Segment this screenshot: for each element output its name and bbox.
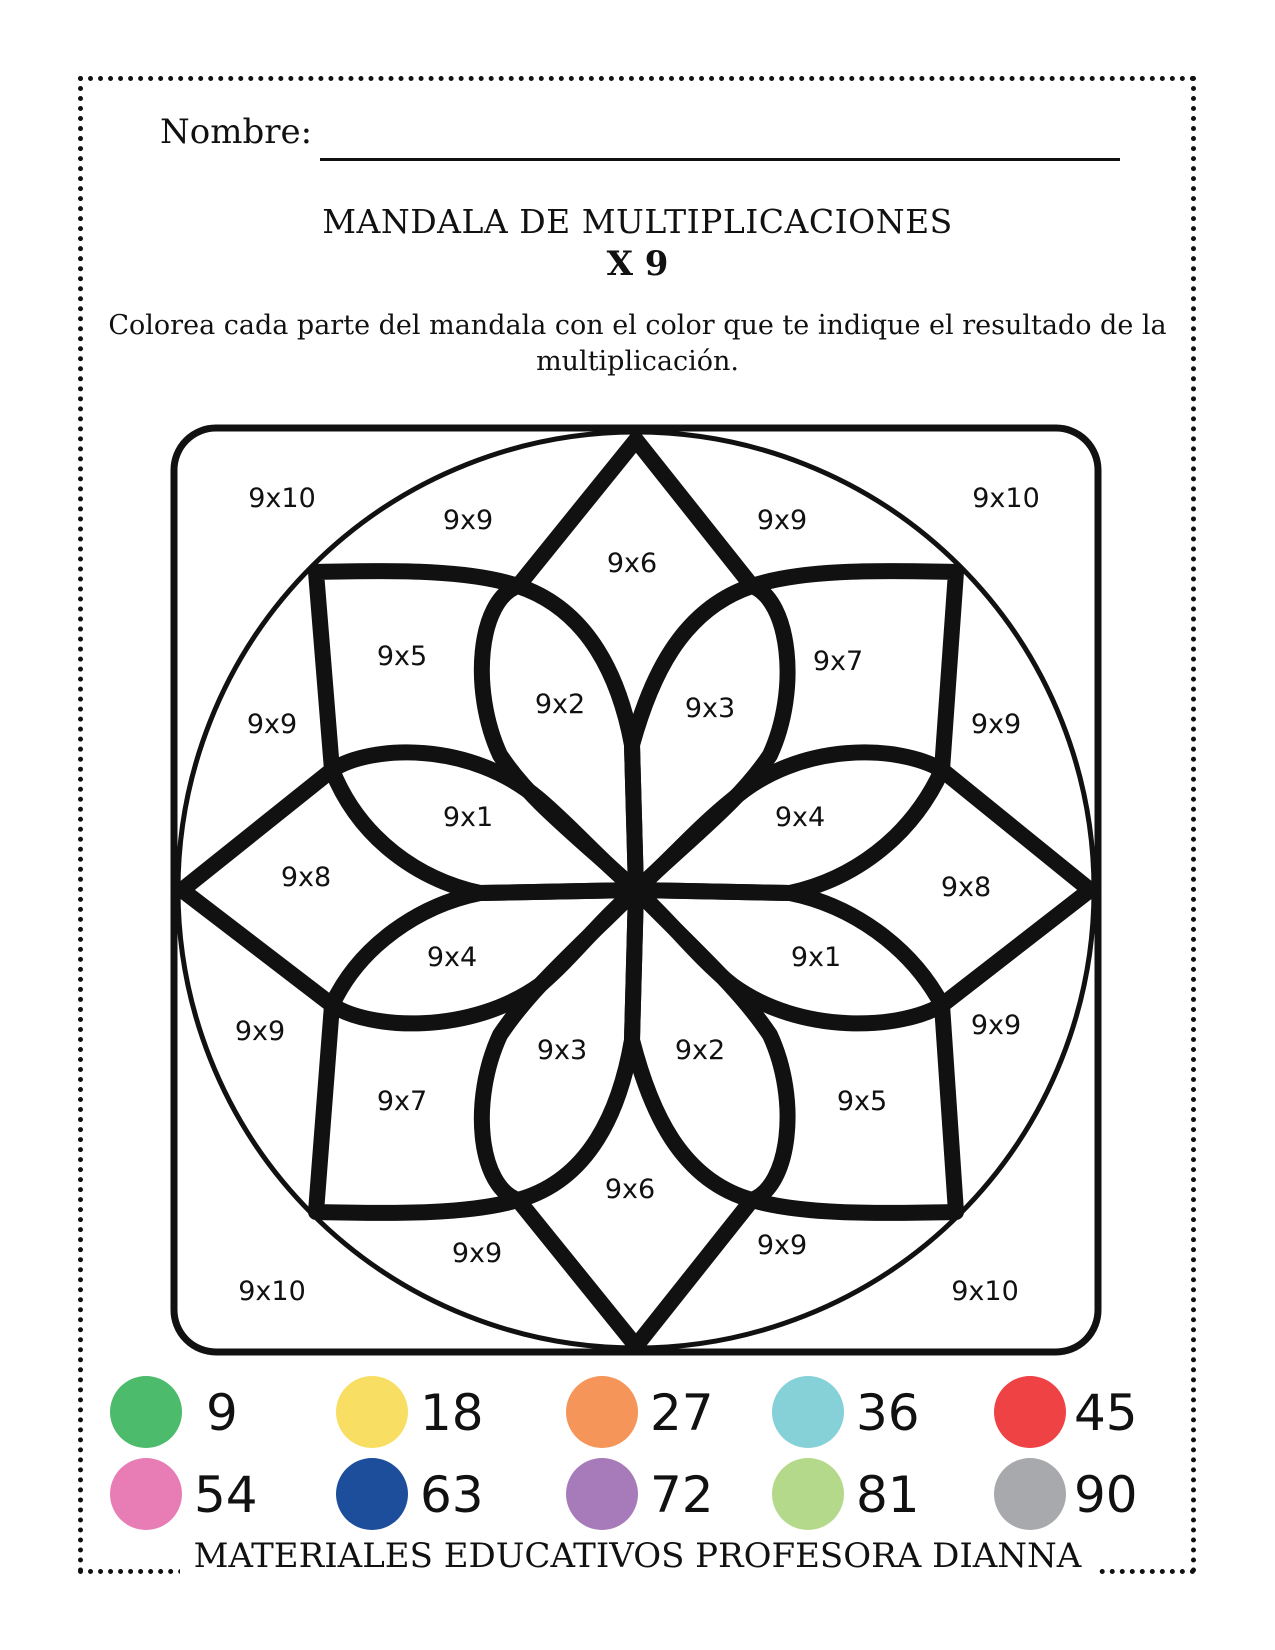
label-corner-top-left[interactable]: 9x10 — [248, 483, 316, 514]
label-inner-bottom-left[interactable]: 9x3 — [536, 1035, 588, 1066]
color-dot — [994, 1376, 1066, 1448]
color-dot — [336, 1458, 408, 1530]
color-dot — [110, 1376, 182, 1448]
inner-right-lower-outline — [636, 890, 942, 1023]
label-gap-bottom-left[interactable]: 9x9 — [451, 1238, 503, 1269]
color-dot — [566, 1376, 638, 1448]
label-gap-right-upper[interactable]: 9x9 — [970, 709, 1022, 740]
label-point-left[interactable]: 9x8 — [280, 862, 332, 893]
mandala-center — [624, 878, 648, 902]
label-gap-right-lower[interactable]: 9x9 — [970, 1010, 1022, 1041]
label-inner-left-upper[interactable]: 9x1 — [442, 802, 494, 833]
label-gap-bottom-right[interactable]: 9x9 — [756, 1230, 808, 1261]
color-key-value: 90 — [1074, 1466, 1138, 1524]
worksheet-title: MANDALA DE MULTIPLICACIONES — [322, 202, 953, 241]
label-corner-top-right[interactable]: 9x10 — [972, 483, 1040, 514]
worksheet-subtitle: X 9 — [606, 244, 669, 284]
label-gap-left-upper[interactable]: 9x9 — [246, 709, 298, 740]
instructions-text: Colorea cada parte del mandala con el color que te indique el resultado de la multiplicación. — [108, 310, 1167, 377]
label-gap-left-lower[interactable]: 9x9 — [234, 1016, 286, 1047]
label-inner-right-lower[interactable]: 9x1 — [790, 942, 842, 973]
bottom-point-outline — [518, 1200, 752, 1346]
footer-text: MATERIALES EDUCATIVOS PROFESORA DIANNA — [180, 1536, 1096, 1576]
color-dot — [772, 1458, 844, 1530]
label-petal-bottom-right[interactable]: 9x5 — [836, 1086, 888, 1117]
color-key-value: 72 — [650, 1466, 714, 1524]
color-key-value: 9 — [206, 1384, 238, 1442]
label-gap-top-right[interactable]: 9x9 — [756, 505, 808, 536]
inner-top-left-outline — [482, 586, 636, 890]
inner-top-right-outline — [632, 586, 788, 890]
color-key-value: 81 — [856, 1466, 920, 1524]
label-point-bottom[interactable]: 9x6 — [604, 1174, 656, 1205]
label-petal-bottom-left[interactable]: 9x7 — [376, 1086, 428, 1117]
color-dot — [110, 1458, 182, 1530]
name-label: Nombre: — [160, 112, 313, 152]
color-key-value: 63 — [420, 1466, 484, 1524]
label-petal-top-left[interactable]: 9x5 — [376, 641, 428, 672]
label-inner-right-upper[interactable]: 9x4 — [774, 802, 826, 833]
color-dot — [336, 1376, 408, 1448]
label-inner-top-left[interactable]: 9x2 — [534, 689, 586, 720]
color-key-value: 27 — [650, 1384, 714, 1442]
color-dot — [994, 1458, 1066, 1530]
label-petal-top-right[interactable]: 9x7 — [812, 646, 864, 677]
label-corner-bottom-right[interactable]: 9x10 — [951, 1276, 1019, 1307]
label-inner-top-right[interactable]: 9x3 — [684, 693, 736, 724]
color-key-value: 45 — [1074, 1384, 1138, 1442]
label-point-top[interactable]: 9x6 — [606, 548, 658, 579]
inner-left-lower-outline — [332, 890, 636, 1023]
color-dot — [566, 1458, 638, 1530]
label-corner-bottom-left[interactable]: 9x10 — [238, 1276, 306, 1307]
color-dot — [772, 1376, 844, 1448]
label-inner-bottom-right[interactable]: 9x2 — [674, 1035, 726, 1066]
color-key-value: 36 — [856, 1384, 920, 1442]
label-inner-left-lower[interactable]: 9x4 — [426, 942, 478, 973]
color-key-value: 54 — [194, 1466, 258, 1524]
label-gap-top-left[interactable]: 9x9 — [442, 505, 494, 536]
color-key-value: 18 — [420, 1384, 484, 1442]
label-point-right[interactable]: 9x8 — [940, 872, 992, 903]
footer-credit — [0, 1536, 1275, 1576]
